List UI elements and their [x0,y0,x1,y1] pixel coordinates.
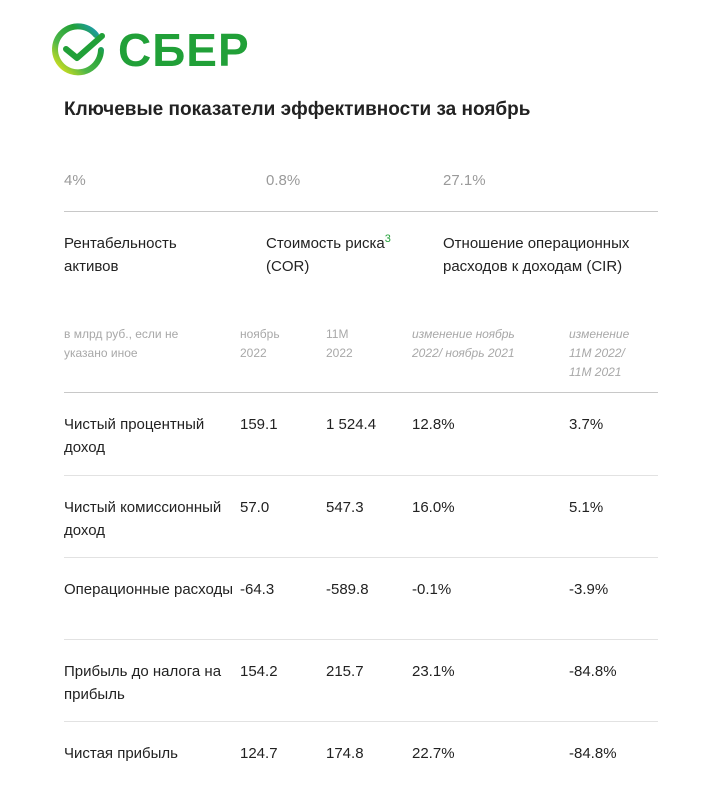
kpi-divider [64,211,658,212]
row-november-value: -64.3 [240,581,275,598]
row-change-11m: 3.7% [569,416,604,433]
table-row [64,639,658,721]
row-11m-value: -589.8 [326,581,369,598]
header-units: в млрд руб., если не указано иное [64,327,179,360]
row-change-november: -0.1% [412,581,452,598]
kpi-cor-label-abbr: (COR) [266,258,310,275]
kpi-cor-label-text: Стоимость риска [266,235,385,252]
row-change-november: 12.8% [412,416,455,433]
table-row [64,557,658,639]
row-november-value: 124.7 [240,745,278,762]
row-change-11m: 5.1% [569,499,604,516]
header-change-11m: изменение 11М 2022/ 11М 2021 [569,327,630,379]
row-name: Прибыль до налога на прибыль [64,663,222,703]
kpi-cor-label [266,232,426,278]
kpi-roa-label: Рентабельность активов [64,235,177,275]
row-change-11m: -84.8% [569,745,617,762]
table-row [64,475,658,557]
row-name: Операционные расходы [64,581,234,598]
kpi-roa-value: 4% [64,172,86,189]
page-title: Ключевые показатели эффективности за ноябрь [64,99,531,120]
kpi-cir-label: Отношение операционных расходов к доходам (CIR) [443,235,630,275]
row-change-november: 22.7% [412,745,455,762]
row-name: Чистый процентный доход [64,416,205,456]
header-november-2022: ноябрь 2022 [240,327,280,360]
row-november-value: 57.0 [240,499,270,516]
sber-logo [50,22,250,78]
row-name: Чистый комиссионный доход [64,499,222,539]
row-11m-value: 174.8 [326,745,364,762]
header-change-november: изменение ноябрь 2022/ ноябрь 2021 [412,327,515,360]
table-row [64,721,658,800]
row-change-november: 16.0% [412,499,455,516]
brand-name: СБЕР [118,24,250,76]
header-11m-2022: 11М 2022 [326,327,353,360]
row-11m-value: 1 524.4 [326,416,377,433]
row-change-11m: -84.8% [569,663,617,680]
kpi-cor-value: 0.8% [266,172,301,189]
row-november-value: 154.2 [240,663,278,680]
row-november-value: 159.1 [240,416,278,433]
row-change-november: 23.1% [412,663,455,680]
row-name: Чистая прибыль [64,745,178,762]
sber-logo-icon [50,22,106,78]
footnote-marker: 3 [384,233,391,245]
table-row [64,393,658,475]
row-11m-value: 215.7 [326,663,364,680]
row-change-11m: -3.9% [569,581,609,598]
kpi-cir-value: 27.1% [443,172,486,189]
row-11m-value: 547.3 [326,499,364,516]
